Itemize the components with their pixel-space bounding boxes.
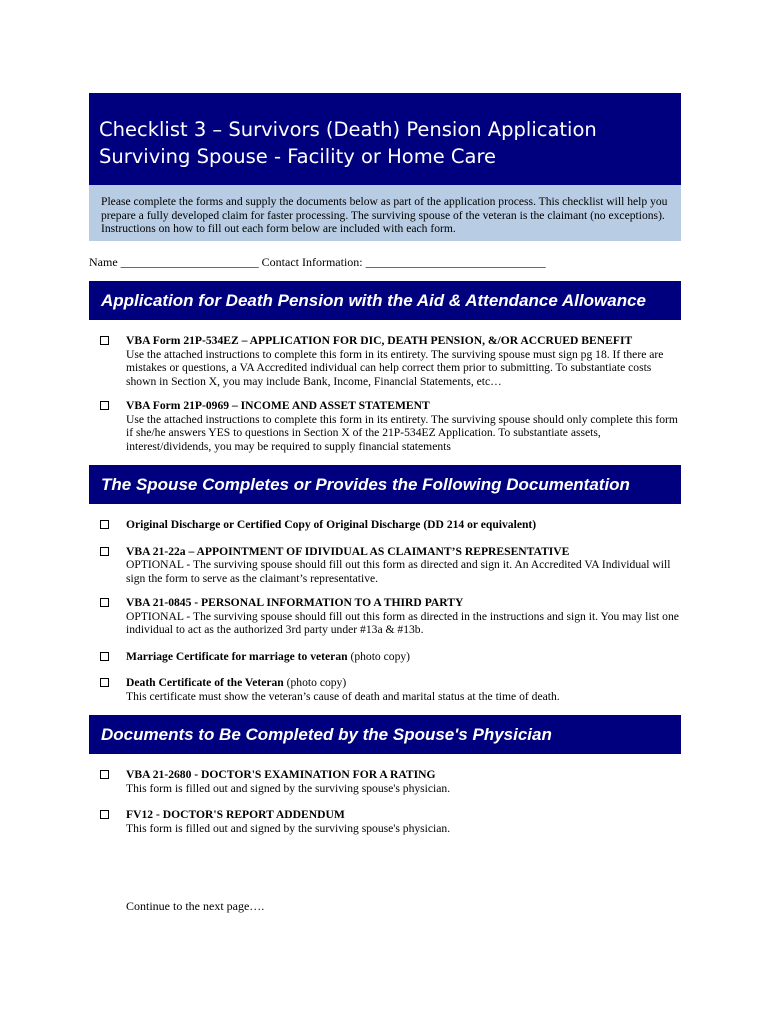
- item-title-note: (photo copy): [283, 676, 347, 689]
- item-title-bold: Death Certificate of the Veteran: [126, 676, 284, 689]
- item-title: VBA 21-0845 - PERSONAL INFORMATION TO A THIRD PARTY: [126, 596, 464, 609]
- checklist-item: [89, 545, 681, 586]
- section-heading-application: Application for Death Pension with the Aid & Attendance Allowance: [89, 281, 681, 320]
- section-heading-documentation: The Spouse Completes or Provides the Following Documentation: [89, 465, 681, 504]
- intro-text: Please complete the forms and supply the documents below as part of the application process. This checklist will help you prepare a fully developed claim for faster processing. The surviving spouse of the veteran is the claimant (no exceptions). Instructions on how to fill out each form below are included with each form.: [101, 195, 668, 235]
- item-title: Original Discharge or Certified Copy of Original Discharge (DD 214 or equivalent): [126, 518, 537, 531]
- checkbox[interactable]: [100, 598, 109, 607]
- checkbox[interactable]: [100, 770, 109, 779]
- checklist-item: [89, 596, 681, 637]
- checklist-item: [89, 518, 681, 532]
- intro-box: [89, 185, 681, 241]
- checkbox[interactable]: [100, 652, 109, 661]
- page-title: Checklist 3 – Survivors (Death) Pension Application: [99, 118, 597, 141]
- item-title: [126, 650, 681, 664]
- checkbox[interactable]: [100, 810, 109, 819]
- item-description: This certificate must show the veteran’s cause of death and marital status at the time of death.: [126, 689, 560, 703]
- checklist-item: [89, 334, 681, 388]
- name-contact-line: Name _______________________ Contact Information: ______________________________: [89, 255, 546, 269]
- checkbox[interactable]: [100, 678, 109, 687]
- checkbox[interactable]: [100, 547, 109, 556]
- checklist-page: [89, 93, 681, 914]
- item-description: Use the attached instructions to complete this form in its entirety. The surviving spouse should only complete this form if she/he answers YES to questions in Section X of the 21P-534EZ Application. To substantiate assets, interest/dividends, you may be required to supply financial statements: [126, 412, 678, 453]
- item-title-note: (photo copy): [347, 649, 411, 663]
- item-description: This form is filled out and signed by the surviving spouse's physician.: [126, 821, 451, 835]
- item-description: Use the attached instructions to complete this form in its entirety. The surviving spouse must sign pg 18. If there are mistakes or questions, a VA Accredited individual can help correct them prior to submitting. To substantiate costs shown in Section X, you may include Bank, Income, Financial Statements, etc…: [126, 347, 664, 388]
- item-description: OPTIONAL - The surviving spouse should fill out this form as directed and sign it. An Accredited VA Individual will sign the form to serve as the claimant’s representative.: [126, 558, 671, 585]
- checkbox[interactable]: [100, 401, 109, 410]
- title-banner: [89, 93, 681, 185]
- item-title: VBA Form 21P-0969 – INCOME AND ASSET STATEMENT: [126, 399, 430, 412]
- item-title: FV12 - DOCTOR'S REPORT ADDENDUM: [126, 808, 345, 821]
- item-title: VBA 21-2680 - DOCTOR'S EXAMINATION FOR A RATING: [126, 768, 436, 781]
- section-heading-physician: Documents to Be Completed by the Spouse's Physician: [89, 715, 681, 754]
- item-title: VBA 21-22a – APPOINTMENT OF IDIVIDUAL AS CLAIMANT’S REPRESENTATIVE: [126, 544, 570, 558]
- item-title-bold: Marriage Certificate for marriage to veteran: [126, 649, 348, 663]
- item-title: [126, 676, 681, 690]
- checklist-item: [89, 768, 681, 795]
- continue-note: Continue to the next page….: [126, 899, 265, 913]
- checkbox[interactable]: [100, 336, 109, 345]
- checklist-item: [89, 650, 681, 664]
- item-description: OPTIONAL - The surviving spouse should fill out this form as directed in the instructions and sign it. You may list one individual to act as the authorized 3rd party under #13a & #13b.: [126, 609, 679, 636]
- checklist-item: [89, 676, 681, 703]
- item-description: This form is filled out and signed by the surviving spouse's physician.: [126, 781, 451, 795]
- checklist-item: [89, 808, 681, 835]
- checkbox[interactable]: [100, 520, 109, 529]
- item-title: VBA Form 21P-534EZ – APPLICATION FOR DIC, DEATH PENSION, &/OR ACCRUED BENEFIT: [126, 334, 633, 347]
- page-subtitle: Surviving Spouse - Facility or Home Care: [99, 145, 497, 168]
- checklist-item: [89, 399, 681, 453]
